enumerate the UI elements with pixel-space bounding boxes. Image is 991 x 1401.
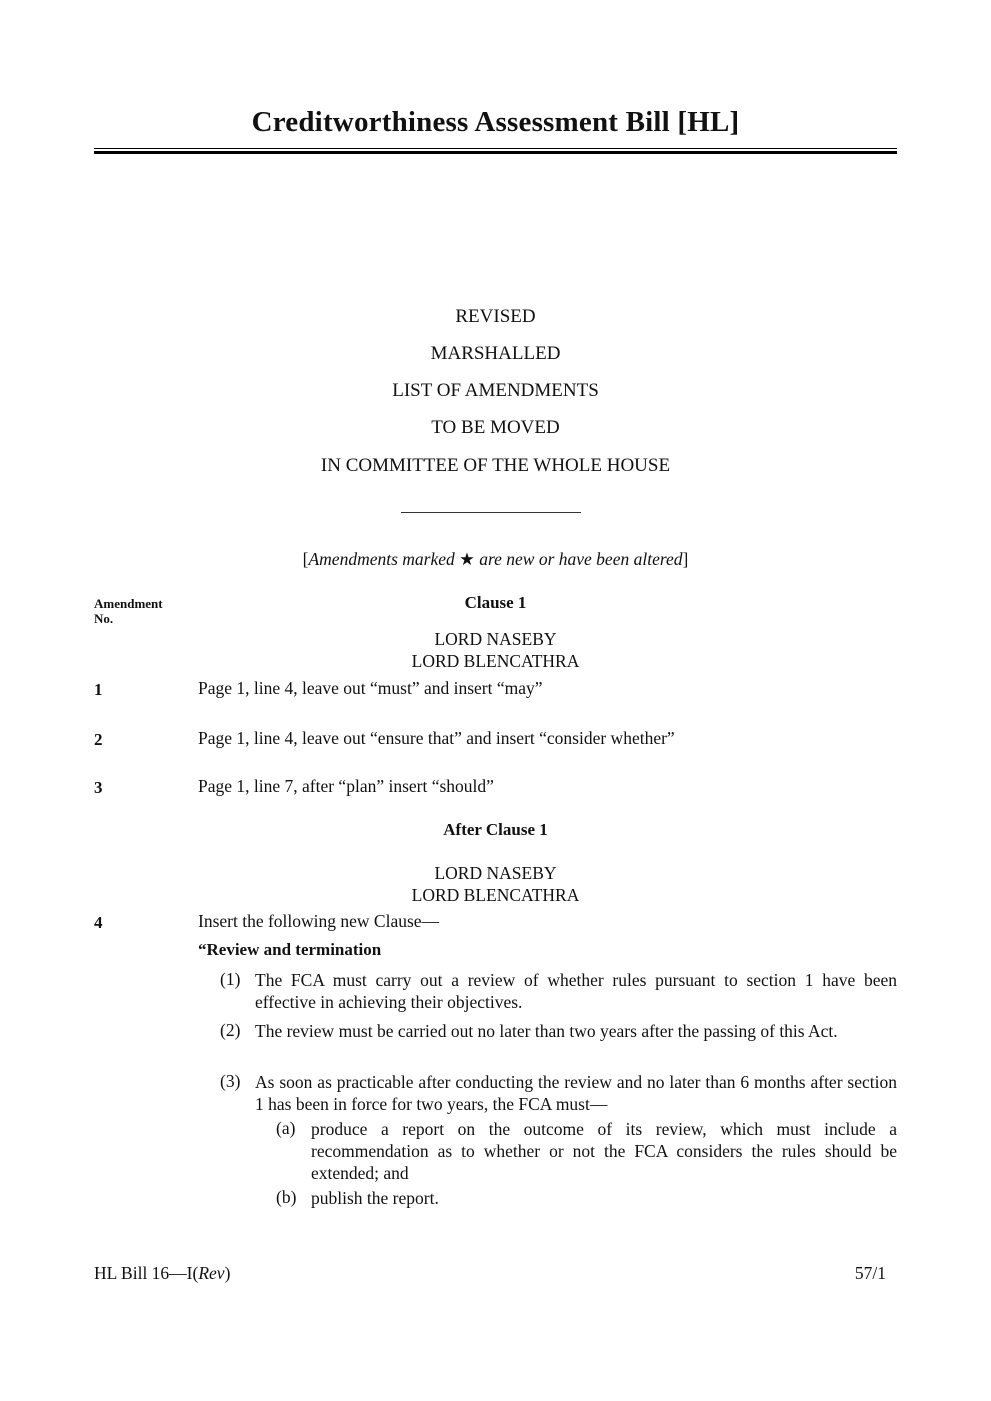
sponsors-after-clause-1 xyxy=(94,862,897,906)
cover-line-to-be-moved: TO BE MOVED xyxy=(431,417,560,438)
star-icon: ★ xyxy=(459,549,475,569)
amendment-header-line1: Amendment xyxy=(94,596,163,611)
subsection-label: (3) xyxy=(220,1071,241,1091)
note-text-after: are new or have been altered xyxy=(479,549,683,569)
bill-ref-main: HL Bill 16—I( xyxy=(94,1263,199,1283)
sponsor-name: LORD NASEBY xyxy=(434,863,557,883)
sponsor-name: LORD NASEBY xyxy=(434,629,557,649)
sponsor-name: LORD BLENCATHRA xyxy=(411,885,580,905)
page-reference: 57/1 xyxy=(854,1263,886,1283)
sponsor-name: LORD BLENCATHRA xyxy=(411,651,580,671)
subsection-label: (1) xyxy=(220,969,241,989)
note-text-before: Amendments marked xyxy=(308,549,455,569)
amendment-number: 3 xyxy=(94,778,103,797)
new-clause-title: “Review and termination xyxy=(198,940,382,959)
subsection-label: (2) xyxy=(220,1020,241,1040)
amendment-text: Insert the following new Clause— xyxy=(198,911,440,931)
cover-line-marshalled: MARSHALLED xyxy=(430,343,561,364)
cover-line-list: LIST OF AMENDMENTS xyxy=(392,380,599,401)
title-rule-thick xyxy=(94,151,897,154)
paragraph-label: (a) xyxy=(276,1118,296,1138)
title-rule-thin xyxy=(94,148,897,149)
divider-rule xyxy=(401,512,581,513)
note-close-bracket: ] xyxy=(682,549,689,569)
paragraph-text: produce a report on the outcome of its review, which must include a recommendation as to whether or not the FCA considers the rules should be extended; and xyxy=(311,1119,897,1183)
amendment-text: Page 1, line 4, leave out “ensure that” and insert “consider whether” xyxy=(198,728,675,748)
bill-ref-close: ) xyxy=(224,1263,231,1283)
note-open-bracket: [ xyxy=(302,549,309,569)
section-heading-after-clause-1: After Clause 1 xyxy=(443,820,548,839)
bill-reference xyxy=(94,1263,230,1284)
amendment-text: Page 1, line 4, leave out “must” and insert “may” xyxy=(198,678,543,698)
amendment-number: 2 xyxy=(94,730,103,749)
subsection-text: As soon as practicable after conducting the review and no later than 6 months after section 1 has been in force for two years, the FCA must— xyxy=(255,1072,897,1114)
section-heading-clause-1: Clause 1 xyxy=(464,593,527,612)
subsection-text: The review must be carried out no later than two years after the passing of this Act. xyxy=(255,1021,838,1041)
cover-line-committee: IN COMMITTEE OF THE WHOLE HOUSE xyxy=(320,455,671,476)
amendment-text: Page 1, line 7, after “plan” insert “should” xyxy=(198,776,494,796)
amendment-number: 4 xyxy=(94,913,103,932)
amendment-header-line2: No. xyxy=(94,611,114,626)
document-title: Creditworthiness Assessment Bill [HL] xyxy=(251,106,740,138)
amendments-note xyxy=(94,549,897,570)
amendment-number: 1 xyxy=(94,680,103,699)
paragraph-label: (b) xyxy=(276,1187,297,1207)
subsection-text: The FCA must carry out a review of whether rules pursuant to section 1 have been effective in achieving their objectives. xyxy=(255,970,897,1012)
cover-line-revised: REVISED xyxy=(455,306,536,327)
bill-ref-italic: Rev xyxy=(198,1263,225,1283)
sponsors-clause-1 xyxy=(94,628,897,672)
paragraph-text: publish the report. xyxy=(311,1188,439,1208)
